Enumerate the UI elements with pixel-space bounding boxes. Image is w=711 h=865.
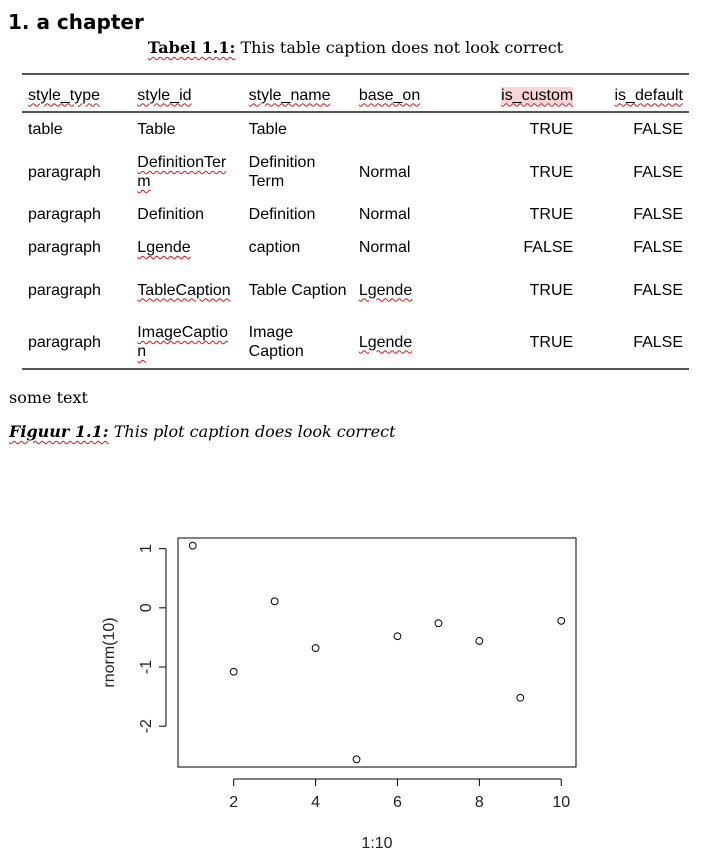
cell-style-name: Definition xyxy=(248,206,316,223)
data-point xyxy=(435,620,442,627)
data-point xyxy=(230,668,237,675)
cell-style-name: Table Caption xyxy=(248,281,347,299)
cell-style-id: TableCaption xyxy=(137,281,231,299)
table-row xyxy=(22,112,689,146)
cell-style-id: Table xyxy=(137,121,176,138)
data-points xyxy=(189,542,564,762)
cell-style-type: paragraph xyxy=(28,163,101,181)
plot-frame xyxy=(178,538,576,767)
cell-style-id: ImageCaption xyxy=(137,324,229,360)
cell-base-on xyxy=(353,112,461,146)
table-header-row xyxy=(22,74,689,112)
data-point xyxy=(353,756,360,763)
cell-base-on: Normal xyxy=(358,163,411,181)
data-point xyxy=(271,598,278,605)
table-caption-text: This table caption does not look correct xyxy=(235,38,564,57)
cell-style-type: paragraph xyxy=(28,281,101,299)
table-row xyxy=(22,264,689,316)
y-axis xyxy=(138,544,166,733)
cell-base-on: Lgende xyxy=(358,281,413,299)
cell-style-id: Definition xyxy=(137,206,204,223)
cell-base-on: Lgende xyxy=(358,333,413,351)
header-style-type: style_type xyxy=(28,86,101,104)
header-style-id: style_id xyxy=(137,86,192,104)
table-row xyxy=(22,146,689,198)
cell-is-default: FALSE xyxy=(633,163,683,181)
table-row xyxy=(22,316,689,369)
x-tick-label: 10 xyxy=(552,794,571,811)
cell-style-type: paragraph xyxy=(28,239,101,256)
cell-is-custom: TRUE xyxy=(529,121,574,138)
cell-is-custom: TRUE xyxy=(529,333,574,351)
styles-table-wrapper xyxy=(22,73,689,370)
data-point xyxy=(394,633,401,640)
cell-style-id: Lgende xyxy=(137,239,191,256)
y-tick-label: -1 xyxy=(138,659,155,675)
styles-table xyxy=(22,73,689,370)
data-point xyxy=(312,645,319,652)
data-point xyxy=(558,617,565,624)
table-row xyxy=(22,231,689,264)
cell-style-id: DefinitionTerm xyxy=(137,154,227,190)
cell-style-name: caption xyxy=(248,239,301,256)
table-caption-label: Tabel 1.1: xyxy=(147,38,236,57)
y-tick-label: -2 xyxy=(138,719,155,734)
cell-base-on: Normal xyxy=(358,206,411,223)
cell-is-custom: TRUE xyxy=(529,163,574,181)
header-is-custom: is_custom xyxy=(501,86,574,104)
y-tick-label: 0 xyxy=(138,603,155,613)
cell-style-type: paragraph xyxy=(28,333,101,351)
cell-style-type: paragraph xyxy=(28,206,101,223)
cell-is-default: FALSE xyxy=(633,281,683,299)
header-is-default: is_default xyxy=(614,86,683,104)
table-caption xyxy=(0,38,711,57)
header-base-on: base_on xyxy=(358,86,421,104)
figure-caption xyxy=(9,422,396,441)
cell-style-name: Image Caption xyxy=(248,324,304,360)
cell-style-type: table xyxy=(28,121,63,138)
data-point xyxy=(476,638,483,645)
cell-is-default: FALSE xyxy=(633,206,683,223)
x-axis xyxy=(229,779,570,811)
figure-caption-text: This plot caption does look correct xyxy=(108,422,396,441)
body-text: some text xyxy=(9,388,88,407)
header-style-name: style_name xyxy=(248,86,331,104)
x-tick-label: 4 xyxy=(311,794,321,811)
x-tick-label: 2 xyxy=(229,794,239,811)
figure-caption-label: Figuur 1.1: xyxy=(9,422,109,441)
cell-style-name: Table xyxy=(248,121,287,138)
x-tick-label: 8 xyxy=(474,794,484,811)
cell-is-default: FALSE xyxy=(633,121,683,138)
scatter-plot xyxy=(0,470,711,865)
x-axis-label: 1:10 xyxy=(361,835,393,852)
cell-is-default: FALSE xyxy=(633,333,683,351)
cell-base-on: Normal xyxy=(358,239,411,256)
cell-is-default: FALSE xyxy=(633,239,683,256)
data-point xyxy=(517,694,524,701)
table-row xyxy=(22,198,689,231)
cell-is-custom: FALSE xyxy=(523,239,574,256)
y-tick-label: 1 xyxy=(138,544,155,554)
cell-style-name: Definition Term xyxy=(248,154,316,190)
x-tick-label: 6 xyxy=(393,794,402,811)
chapter-heading: 1. a chapter xyxy=(8,10,144,34)
cell-is-custom: TRUE xyxy=(529,206,574,223)
cell-is-custom: TRUE xyxy=(529,281,574,299)
y-axis-label: rnorm(10) xyxy=(101,617,118,688)
data-point xyxy=(189,542,196,549)
